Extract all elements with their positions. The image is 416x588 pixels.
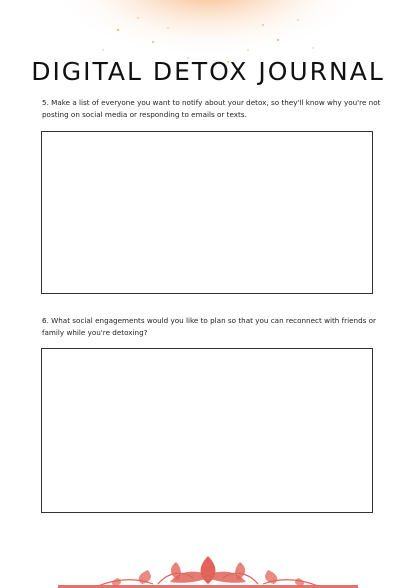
question-5-text: 5. Make a list of everyone you want to notify about your detox, so they'll know why you're not posting on social media or responding to emails or texts. bbox=[42, 98, 381, 119]
question-6-answer-box[interactable] bbox=[41, 348, 373, 513]
footer-floral-ornament bbox=[58, 548, 358, 588]
question-6-text: 6. What social engagements would you like to plan so that you can reconnect with friends or family while you're detoxing? bbox=[42, 316, 377, 337]
page-title: DIGITAL DETOX JOURNAL bbox=[31, 56, 385, 86]
question-5-answer-box[interactable] bbox=[41, 131, 373, 294]
